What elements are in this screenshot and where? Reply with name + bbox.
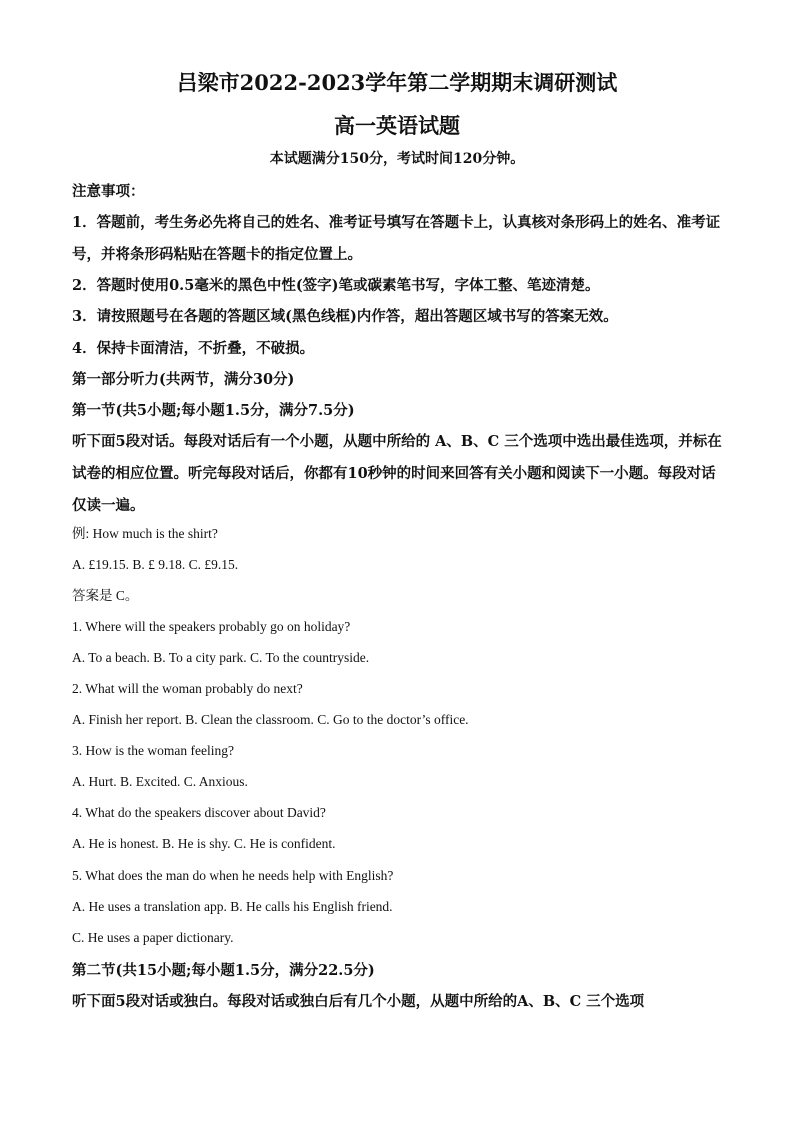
note-item-1: 1．答题前，考生务必先将自己的姓名、准考证号填写在答题卡上，认真核对条形码上的姓名、准考证号，并将条形码粘贴在答题卡的指定位置上。 [72, 214, 721, 263]
example-options: A. £19.15. B. £ 9.18. C. £9.15. [72, 557, 239, 572]
notes-heading: 注意事项： [72, 183, 145, 200]
question-1-options: A. To a beach. B. To a city park. C. To the countryside. [72, 650, 370, 665]
note-item-2: 2．答题时使用0.5毫米的黑色中性(签字)笔或碳素笔书写，字体工整、笔迹清楚。 [72, 277, 600, 294]
question-1: 1. Where will the speakers probably go on holiday? [72, 619, 351, 634]
example-answer: 答案是 C。 [72, 588, 139, 603]
exam-info: 本试题满分150分，考试时间120分钟。 [269, 151, 525, 167]
question-3-options: A. Hurt. B. Excited. C. Anxious. [72, 774, 248, 789]
exam-subtitle: 高一英语试题 [334, 113, 460, 138]
question-5-options-line2: C. He uses a paper dictionary. [72, 930, 234, 945]
question-4: 4. What do the speakers discover about David? [72, 805, 326, 820]
note-item-3: 3．请按照题号在各题的答题区域(黑色线框)内作答，超出答题区域书写的答案无效。 [72, 308, 618, 325]
question-3: 3. How is the woman feeling? [72, 743, 234, 758]
section2-instruction: 听下面5段对话或独白。每段对话或独白后有几个小题，从题中所给的A、B、C 三个选项 [72, 993, 645, 1010]
question-4-options: A. He is honest. B. He is shy. C. He is confident. [72, 836, 336, 851]
section1-instruction: 听下面5段对话。每段对话后有一个小题，从题中所给的 A、B、C 三个选项中选出最佳选项，并标在试卷的相应位置。听完每段对话后，你都有10秒钟的时间来回答有关小题和阅读下一小题。每段对话仅读一遍。 [72, 433, 722, 514]
note-item-4: 4．保持卡面清洁，不折叠，不破损。 [72, 340, 315, 357]
exam-title: 吕梁市2022-2023学年第二学期期末调研测试 [176, 70, 618, 95]
example-question: 例: How much is the shirt? [72, 526, 218, 541]
section1-heading: 第一节(共5小题;每小题1.5分，满分7.5分) [72, 402, 355, 419]
question-2: 2. What will the woman probably do next? [72, 681, 303, 696]
question-5-options: A. He uses a translation app. B. He calls his English friend. [72, 899, 393, 914]
part1-heading: 第一部分听力(共两节，满分30分) [72, 371, 295, 388]
section2-heading: 第二节(共15小题;每小题1.5分，满分22.5分) [72, 962, 375, 979]
question-5: 5. What does the man do when he needs help with English? [72, 868, 394, 883]
question-2-options: A. Finish her report. B. Clean the classroom. C. Go to the doctor’s office. [72, 712, 469, 727]
